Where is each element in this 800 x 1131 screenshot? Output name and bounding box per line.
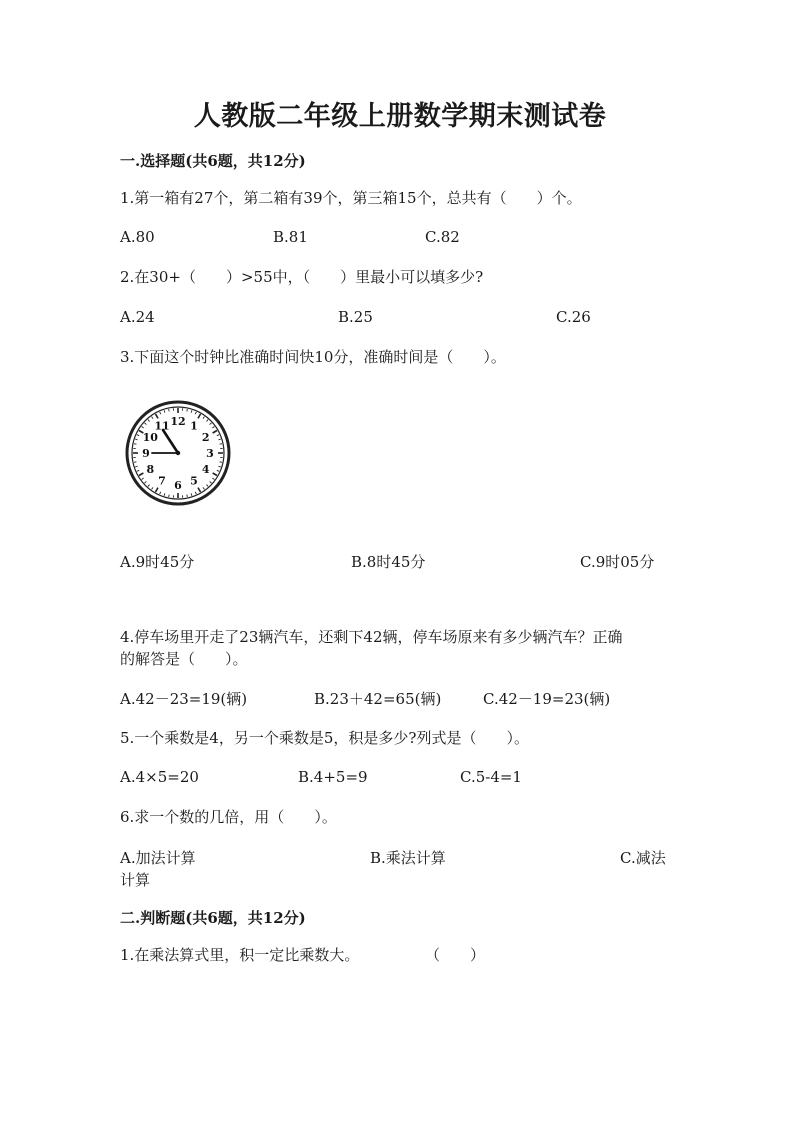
q4-option-a: A.42－23=19(辆) — [120, 690, 248, 708]
clock-tick — [134, 462, 136, 463]
clock-tick — [134, 444, 136, 445]
q3-option-c: C.9时05分 — [580, 553, 655, 571]
judgement-1-blank: （ ） — [425, 946, 486, 964]
q1-option-b: B.81 — [273, 228, 308, 246]
q5-option-b: B.4+5=9 — [298, 768, 368, 786]
q6-option-b: B.乘法计算 — [370, 849, 446, 867]
clock-numeral: 9 — [142, 447, 150, 460]
q6-option-c: C.减法 — [620, 849, 666, 867]
section-heading-judgement: 二.判断题(共6题，共12分) — [120, 909, 306, 927]
q5-option-c: C.5-4=1 — [460, 768, 522, 786]
clock-numeral: 1 — [190, 419, 198, 433]
page-title: 人教版二年级上册数学期末测试卷 — [193, 101, 607, 132]
question-4-line2: 的解答是（ ）。 — [120, 650, 248, 668]
question-1: 1.第一箱有27个，第二箱有39个，第三箱15个，总共有（ ）个。 — [120, 189, 582, 207]
judgement-question-1: 1.在乘法算式里，积一定比乘数大。 — [120, 946, 360, 964]
q1-option-a: A.80 — [120, 228, 155, 246]
q3-option-a: A.9时45分 — [120, 553, 195, 571]
question-3: 3.下面这个时钟比准确时间快10分，准确时间是（ ）。 — [120, 348, 506, 366]
q6-option-c-wrap: 计算 — [120, 871, 151, 889]
q2-option-b: B.25 — [338, 308, 373, 326]
clock-tick — [169, 495, 170, 497]
clock-tick — [187, 409, 188, 411]
clock-tick — [169, 409, 170, 411]
clock-numeral: 7 — [158, 474, 166, 488]
clock-numeral: 12 — [170, 415, 186, 428]
clock-numeral: 6 — [174, 479, 182, 492]
q2-option-a: A.24 — [120, 308, 155, 326]
clock-tick — [187, 495, 188, 497]
q2-option-c: C.26 — [556, 308, 591, 326]
question-2: 2.在30+（ ）>55中，（ ）里最小可以填多少? — [120, 268, 484, 286]
q6-option-a: A.加法计算 — [120, 849, 196, 867]
clock-numeral: 11 — [154, 419, 170, 433]
q4-option-b: B.23＋42=65(辆) — [314, 690, 442, 708]
q4-option-c: C.42－19=23(辆) — [483, 690, 611, 708]
question-5: 5.一个乘数是4，另一个乘数是5，积是多少?列式是（ ）。 — [120, 729, 529, 747]
clock-tick — [220, 444, 222, 445]
clock-numeral: 5 — [190, 474, 198, 488]
clock-numeral: 3 — [206, 447, 214, 460]
q5-option-a: A.4×5=20 — [120, 768, 199, 786]
question-6: 6.求一个数的几倍，用（ ）。 — [120, 808, 337, 826]
q3-option-b: B.8时45分 — [351, 553, 426, 571]
question-4-line1: 4.停车场里开走了23辆汽车，还剩下42辆，停车场原来有多少辆汽车？正确 — [120, 628, 623, 646]
q1-option-c: C.82 — [425, 228, 460, 246]
clock-tick — [220, 462, 222, 463]
clock-numeral: 10 — [142, 431, 158, 444]
clock-numeral: 4 — [201, 463, 210, 476]
clock-numeral: 2 — [201, 431, 210, 444]
section-heading-choice: 一.选择题(共6题，共12分) — [120, 152, 306, 170]
clock-numeral: 8 — [146, 463, 155, 476]
clock-image — [124, 399, 232, 507]
